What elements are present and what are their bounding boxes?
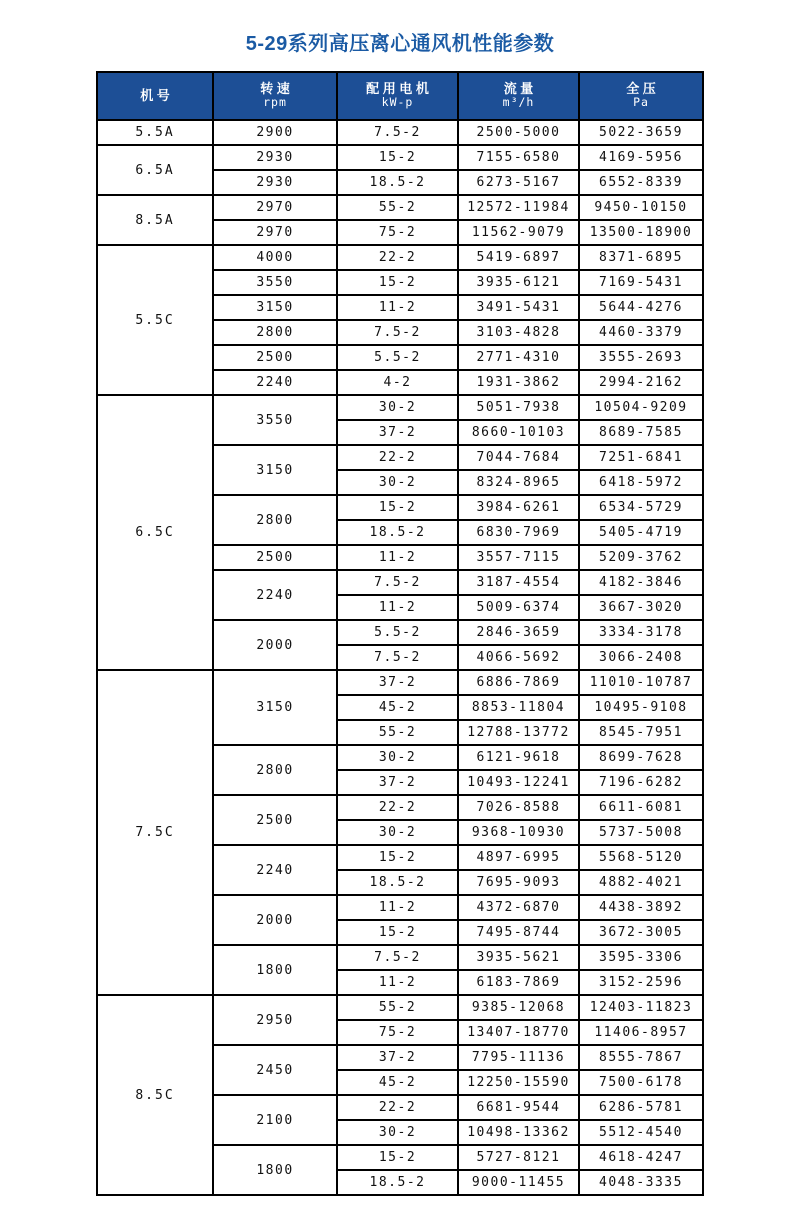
fan-performance-table <box>96 71 704 1196</box>
flow-cell: 2846-3659 <box>458 620 579 645</box>
pressure-cell: 11406-8957 <box>579 1020 703 1045</box>
table-row <box>97 245 703 270</box>
table-header <box>97 72 703 120</box>
motor-cell: 22-2 <box>337 1095 458 1120</box>
header-rpm-unit: rpm <box>263 95 287 110</box>
flow-cell: 6273-5167 <box>458 170 579 195</box>
pressure-cell: 3152-2596 <box>579 970 703 995</box>
motor-cell: 55-2 <box>337 720 458 745</box>
pressure-cell: 3672-3005 <box>579 920 703 945</box>
flow-cell: 3557-7115 <box>458 545 579 570</box>
rpm-cell: 2800 <box>213 745 337 795</box>
rpm-cell: 3150 <box>213 670 337 745</box>
rpm-cell: 2000 <box>213 620 337 670</box>
rpm-cell: 2450 <box>213 1045 337 1095</box>
page-title: 5-29系列高压离心通风机性能参数 <box>245 33 555 55</box>
flow-cell: 8324-8965 <box>458 470 579 495</box>
pressure-cell: 6286-5781 <box>579 1095 703 1120</box>
motor-cell: 15-2 <box>337 920 458 945</box>
pressure-cell: 5512-4540 <box>579 1120 703 1145</box>
table-row <box>97 395 703 420</box>
rpm-cell: 1800 <box>213 1145 337 1195</box>
header-motor-unit: kW-p <box>381 95 414 110</box>
motor-cell: 18.5-2 <box>337 1170 458 1195</box>
motor-cell: 5.5-2 <box>337 620 458 645</box>
pressure-cell: 5644-4276 <box>579 295 703 320</box>
motor-cell: 15-2 <box>337 845 458 870</box>
flow-cell: 3935-6121 <box>458 270 579 295</box>
header-flow-unit: m³/h <box>502 95 535 110</box>
motor-cell: 15-2 <box>337 1145 458 1170</box>
motor-cell: 7.5-2 <box>337 645 458 670</box>
pressure-cell: 3555-2693 <box>579 345 703 370</box>
rpm-cell: 2240 <box>213 570 337 620</box>
pressure-cell: 10504-9209 <box>579 395 703 420</box>
pressure-cell: 13500-18900 <box>579 220 703 245</box>
flow-cell: 6886-7869 <box>458 670 579 695</box>
table-row <box>97 120 703 145</box>
pressure-cell: 7251-6841 <box>579 445 703 470</box>
header-flow <box>458 72 579 120</box>
motor-cell: 15-2 <box>337 145 458 170</box>
motor-cell: 11-2 <box>337 895 458 920</box>
pressure-cell: 8545-7951 <box>579 720 703 745</box>
table-row <box>97 195 703 220</box>
motor-cell: 75-2 <box>337 220 458 245</box>
flow-cell: 4066-5692 <box>458 645 579 670</box>
motor-cell: 45-2 <box>337 695 458 720</box>
rpm-cell: 4000 <box>213 245 337 270</box>
rpm-cell: 2930 <box>213 145 337 170</box>
motor-cell: 15-2 <box>337 495 458 520</box>
header-rpm-label: 转 速 <box>260 81 290 97</box>
model-cell: 8.5C <box>97 995 213 1195</box>
flow-cell: 9385-12068 <box>458 995 579 1020</box>
flow-cell: 7795-11136 <box>458 1045 579 1070</box>
motor-cell: 30-2 <box>337 395 458 420</box>
rpm-cell: 2240 <box>213 370 337 395</box>
fan-table-body <box>97 120 703 1195</box>
flow-cell: 5051-7938 <box>458 395 579 420</box>
motor-cell: 11-2 <box>337 970 458 995</box>
motor-cell: 55-2 <box>337 995 458 1020</box>
flow-cell: 10493-12241 <box>458 770 579 795</box>
motor-cell: 45-2 <box>337 1070 458 1095</box>
pressure-cell: 6418-5972 <box>579 470 703 495</box>
pressure-cell: 4169-5956 <box>579 145 703 170</box>
pressure-cell: 8699-7628 <box>579 745 703 770</box>
pressure-cell: 5568-5120 <box>579 845 703 870</box>
rpm-cell: 2500 <box>213 795 337 845</box>
rpm-cell: 2500 <box>213 545 337 570</box>
header-pressure-label: 全 压 <box>626 81 656 97</box>
pressure-cell: 5209-3762 <box>579 545 703 570</box>
motor-cell: 18.5-2 <box>337 870 458 895</box>
pressure-cell: 3066-2408 <box>579 645 703 670</box>
pressure-cell: 3334-3178 <box>579 620 703 645</box>
pressure-cell: 8689-7585 <box>579 420 703 445</box>
header-flow-label: 流 量 <box>503 81 534 97</box>
flow-cell: 3187-4554 <box>458 570 579 595</box>
flow-cell: 13407-18770 <box>458 1020 579 1045</box>
flow-cell: 3935-5621 <box>458 945 579 970</box>
flow-cell: 7695-9093 <box>458 870 579 895</box>
motor-cell: 11-2 <box>337 595 458 620</box>
pressure-cell: 5022-3659 <box>579 120 703 145</box>
flow-cell: 5727-8121 <box>458 1145 579 1170</box>
flow-cell: 1931-3862 <box>458 370 579 395</box>
flow-cell: 4897-6995 <box>458 845 579 870</box>
model-cell: 5.5A <box>97 120 213 145</box>
motor-cell: 11-2 <box>337 295 458 320</box>
motor-cell: 37-2 <box>337 770 458 795</box>
pressure-cell: 7500-6178 <box>579 1070 703 1095</box>
motor-cell: 30-2 <box>337 470 458 495</box>
motor-cell: 7.5-2 <box>337 570 458 595</box>
pressure-cell: 7196-6282 <box>579 770 703 795</box>
header-row <box>97 72 703 120</box>
pressure-cell: 8371-6895 <box>579 245 703 270</box>
rpm-cell: 2930 <box>213 170 337 195</box>
pressure-cell: 3595-3306 <box>579 945 703 970</box>
pressure-cell: 6534-5729 <box>579 495 703 520</box>
pressure-cell: 4438-3892 <box>579 895 703 920</box>
rpm-cell: 2100 <box>213 1095 337 1145</box>
motor-cell: 5.5-2 <box>337 345 458 370</box>
flow-cell: 12788-13772 <box>458 720 579 745</box>
header-motor-label: 配 用 电 机 <box>366 81 429 97</box>
model-cell: 6.5A <box>97 145 213 195</box>
motor-cell: 11-2 <box>337 545 458 570</box>
flow-cell: 4372-6870 <box>458 895 579 920</box>
pressure-cell: 3667-3020 <box>579 595 703 620</box>
pressure-cell: 8555-7867 <box>579 1045 703 1070</box>
flow-cell: 9000-11455 <box>458 1170 579 1195</box>
motor-cell: 30-2 <box>337 745 458 770</box>
flow-cell: 8853-11804 <box>458 695 579 720</box>
pressure-cell: 4460-3379 <box>579 320 703 345</box>
motor-cell: 22-2 <box>337 245 458 270</box>
pressure-cell: 6552-8339 <box>579 170 703 195</box>
pressure-cell: 10495-9108 <box>579 695 703 720</box>
flow-cell: 6681-9544 <box>458 1095 579 1120</box>
rpm-cell: 3550 <box>213 270 337 295</box>
rpm-cell: 2800 <box>213 320 337 345</box>
header-motor <box>337 72 458 120</box>
flow-cell: 7155-6580 <box>458 145 579 170</box>
rpm-cell: 3150 <box>213 295 337 320</box>
flow-cell: 7026-8588 <box>458 795 579 820</box>
flow-cell: 6183-7869 <box>458 970 579 995</box>
pressure-cell: 5405-4719 <box>579 520 703 545</box>
table-row <box>97 670 703 695</box>
rpm-cell: 3550 <box>213 395 337 445</box>
motor-cell: 22-2 <box>337 445 458 470</box>
table-row <box>97 995 703 1020</box>
model-cell: 8.5A <box>97 195 213 245</box>
flow-cell: 7044-7684 <box>458 445 579 470</box>
flow-cell: 3984-6261 <box>458 495 579 520</box>
model-cell: 6.5C <box>97 395 213 670</box>
rpm-cell: 2950 <box>213 995 337 1045</box>
flow-cell: 3491-5431 <box>458 295 579 320</box>
rpm-cell: 2500 <box>213 345 337 370</box>
model-cell: 5.5C <box>97 245 213 395</box>
pressure-cell: 4048-3335 <box>579 1170 703 1195</box>
flow-cell: 2500-5000 <box>458 120 579 145</box>
motor-cell: 7.5-2 <box>337 120 458 145</box>
header-pressure-unit: Pa <box>633 95 649 110</box>
table-row <box>97 145 703 170</box>
pressure-cell: 5737-5008 <box>579 820 703 845</box>
pressure-cell: 7169-5431 <box>579 270 703 295</box>
rpm-cell: 1800 <box>213 945 337 995</box>
header-model-label: 机 号 <box>140 87 170 103</box>
motor-cell: 37-2 <box>337 670 458 695</box>
flow-cell: 3103-4828 <box>458 320 579 345</box>
header-rpm <box>213 72 337 120</box>
flow-cell: 12250-15590 <box>458 1070 579 1095</box>
motor-cell: 37-2 <box>337 1045 458 1070</box>
motor-cell: 30-2 <box>337 820 458 845</box>
rpm-cell: 2800 <box>213 495 337 545</box>
pressure-cell: 11010-10787 <box>579 670 703 695</box>
rpm-cell: 2240 <box>213 845 337 895</box>
motor-cell: 7.5-2 <box>337 320 458 345</box>
flow-cell: 6830-7969 <box>458 520 579 545</box>
motor-cell: 18.5-2 <box>337 520 458 545</box>
motor-cell: 75-2 <box>337 1020 458 1045</box>
flow-cell: 11562-9079 <box>458 220 579 245</box>
model-cell: 7.5C <box>97 670 213 995</box>
pressure-cell: 4182-3846 <box>579 570 703 595</box>
rpm-cell: 2970 <box>213 220 337 245</box>
pressure-cell: 6611-6081 <box>579 795 703 820</box>
motor-cell: 15-2 <box>337 270 458 295</box>
pressure-cell: 9450-10150 <box>579 195 703 220</box>
motor-cell: 30-2 <box>337 1120 458 1145</box>
pressure-cell: 4618-4247 <box>579 1145 703 1170</box>
flow-cell: 8660-10103 <box>458 420 579 445</box>
motor-cell: 55-2 <box>337 195 458 220</box>
motor-cell: 22-2 <box>337 795 458 820</box>
rpm-cell: 2970 <box>213 195 337 220</box>
motor-cell: 37-2 <box>337 420 458 445</box>
flow-cell: 12572-11984 <box>458 195 579 220</box>
rpm-cell: 3150 <box>213 445 337 495</box>
rpm-cell: 2900 <box>213 120 337 145</box>
pressure-cell: 4882-4021 <box>579 870 703 895</box>
rpm-cell: 2000 <box>213 895 337 945</box>
pressure-cell: 12403-11823 <box>579 995 703 1020</box>
flow-cell: 5419-6897 <box>458 245 579 270</box>
pressure-cell: 2994-2162 <box>579 370 703 395</box>
motor-cell: 7.5-2 <box>337 945 458 970</box>
flow-cell: 6121-9618 <box>458 745 579 770</box>
flow-cell: 2771-4310 <box>458 345 579 370</box>
flow-cell: 5009-6374 <box>458 595 579 620</box>
motor-cell: 4-2 <box>337 370 458 395</box>
motor-cell: 18.5-2 <box>337 170 458 195</box>
header-model <box>97 72 213 120</box>
flow-cell: 7495-8744 <box>458 920 579 945</box>
flow-cell: 10498-13362 <box>458 1120 579 1145</box>
header-pressure <box>579 72 703 120</box>
flow-cell: 9368-10930 <box>458 820 579 845</box>
